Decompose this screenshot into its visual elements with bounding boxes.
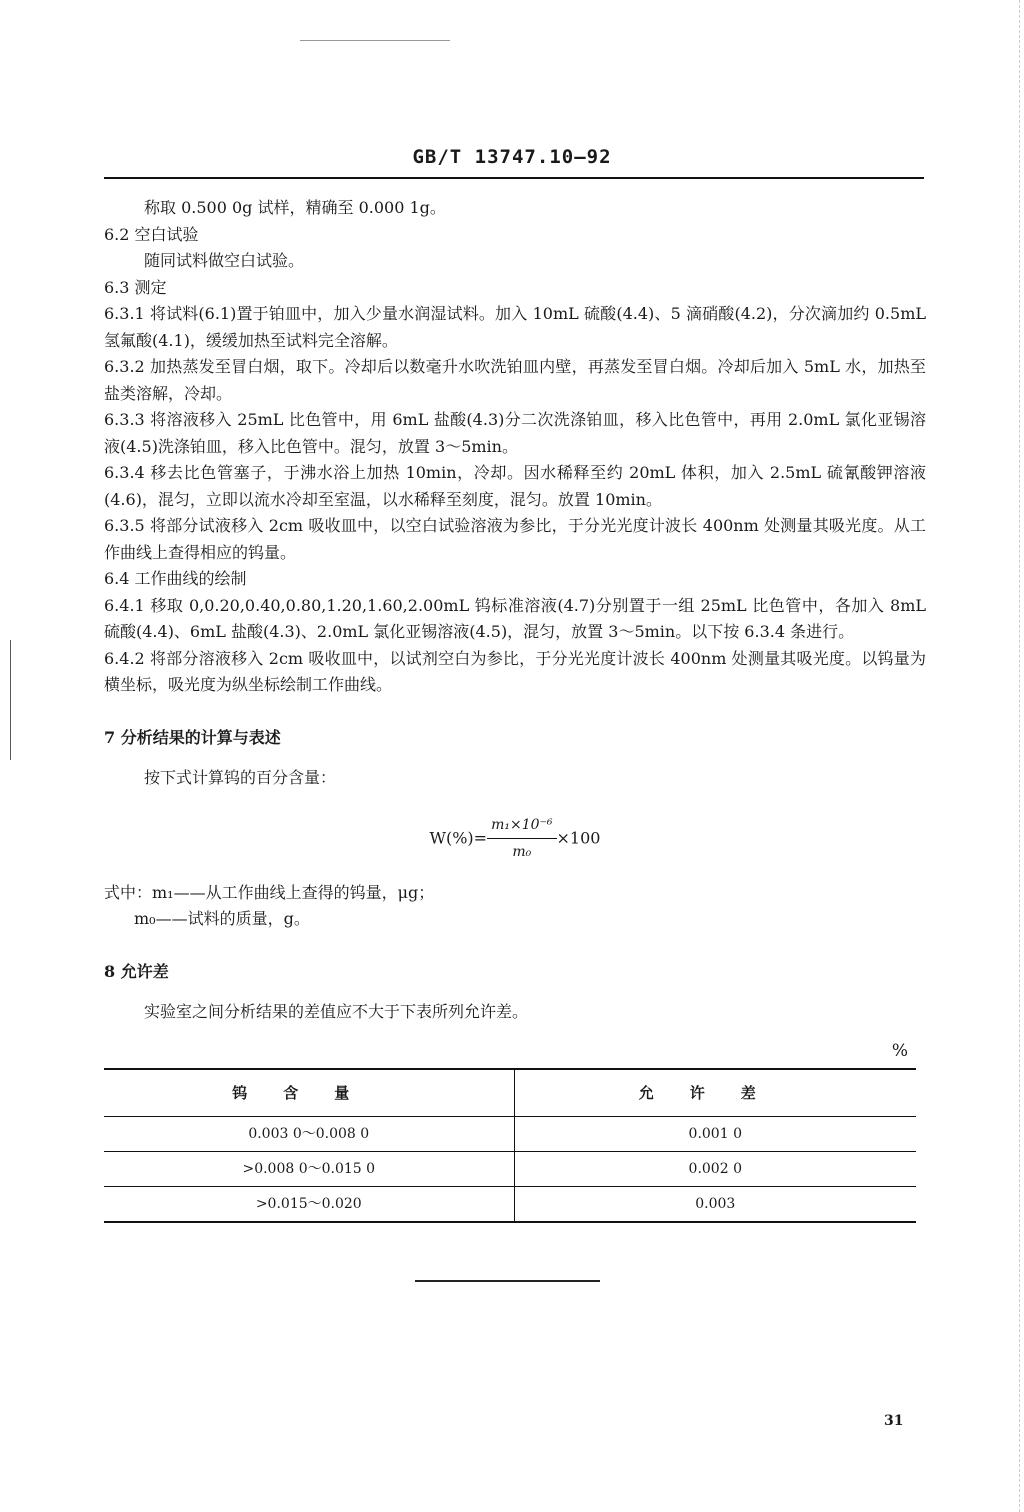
table-header-row xyxy=(104,1069,916,1117)
table-row xyxy=(104,1117,916,1152)
section-6-2-title: 6.2 空白试验 xyxy=(104,224,199,244)
section-8-intro: 实验室之间分析结果的差值应不大于下表所列允许差。 xyxy=(144,1002,529,1021)
section-7-intro: 按下式计算钨的百分含量： xyxy=(144,768,337,787)
table-cell: >0.015～0.020 xyxy=(104,1187,514,1223)
table-cell: 0.002 0 xyxy=(514,1152,916,1187)
section-7-title: 7 分析结果的计算与表述 xyxy=(104,727,281,747)
end-rule xyxy=(415,1280,600,1282)
table-cell: >0.008 0～0.015 0 xyxy=(104,1152,514,1187)
formula-rhs: ×100 xyxy=(556,828,601,847)
table-header-tolerance: 允许差 xyxy=(638,1083,792,1102)
section-6-3-4: 6.3.4 移去比色管塞子，于沸水浴上加热 10min，冷却。因水稀释至约 20mL 体积，加入 2.5mL 硫氰酸钾溶液(4.6)，混匀，立即以流水冷却至室温，以水稀释至刻度，混匀。放置 10min。 xyxy=(104,463,926,509)
table-row xyxy=(104,1187,916,1223)
table-unit: % xyxy=(891,1040,908,1061)
table-cell: 0.001 0 xyxy=(514,1117,916,1152)
section-6-3-1: 6.3.1 将试料(6.1)置于铂皿中，加入少量水润湿试料。加入 10mL 硫酸(4.4)、5 滴硝酸(4.2)，分次滴加约 0.5mL 氢氟酸(4.1)，缓缓加热至试料完全溶解。 xyxy=(104,304,926,350)
section-6-4-2: 6.4.2 将部分溶液移入 2cm 吸收皿中，以试剂空白为参比，于分光光度计波长 400nm 处测量其吸光度。以钨量为横坐标，吸光度为纵坐标绘制工作曲线。 xyxy=(104,648,926,694)
standard-number: GB/T 13747.10—92 xyxy=(412,146,612,168)
table-cell: 0.003 xyxy=(514,1187,916,1223)
formula xyxy=(104,812,926,866)
table-header-tungsten-content: 钨含量 xyxy=(104,1069,514,1117)
tolerance-table xyxy=(104,1068,916,1223)
section-6-3-title: 6.3 测定 xyxy=(104,277,167,297)
section-6-3-2: 6.3.2 加热蒸发至冒白烟，取下。冷却后以数毫升水吹洗铂皿内壁，再蒸发至冒白烟。冷却后加入 5mL 水，加热至盐类溶解，冷却。 xyxy=(104,357,926,403)
header-dash-mark xyxy=(300,40,450,41)
legend-m0: m₀——试料的质量，g。 xyxy=(134,909,310,928)
body-text xyxy=(104,195,926,1223)
section-6-4-title: 6.4 工作曲线的绘制 xyxy=(104,569,247,588)
formula-numerator: m₁×10⁻⁶ xyxy=(487,812,556,840)
scan-edge-line xyxy=(1019,0,1020,1512)
section-6-2-text: 随同试料做空白试验。 xyxy=(144,251,305,270)
weigh-paragraph: 称取 0.500 0g 试样，精确至 0.000 1g。 xyxy=(144,198,446,217)
scan-artifact-line xyxy=(10,640,11,760)
formula-denominator: m₀ xyxy=(512,844,532,860)
page-number: 31 xyxy=(884,1413,904,1429)
formula-lhs: W(%)= xyxy=(429,828,488,847)
formula-fraction xyxy=(487,812,556,866)
table-cell: 0.003 0～0.008 0 xyxy=(104,1117,514,1152)
section-8-title: 8 允许差 xyxy=(104,961,169,981)
legend-m1: 式中：m₁——从工作曲线上查得的钨量，μg； xyxy=(104,882,435,902)
header-rule xyxy=(104,177,924,179)
table-row xyxy=(104,1152,916,1187)
section-6-3-5: 6.3.5 将部分试液移入 2cm 吸收皿中，以空白试验溶液为参比，于分光光度计波长 400nm 处测量其吸光度。从工作曲线上查得相应的钨量。 xyxy=(104,516,926,562)
section-6-3-3: 6.3.3 将溶液移入 25mL 比色管中，用 6mL 盐酸(4.3)分二次洗涤铂皿，移入比色管中，再用 2.0mL 氯化亚锡溶液(4.5)洗涤铂皿，移入比色管中。混匀，放置 3～5min。 xyxy=(104,410,926,456)
section-6-4-1: 6.4.1 移取 0,0.20,0.40,0.80,1.20,1.60,2.00mL 钨标准溶液(4.7)分别置于一组 25mL 比色管中，各加入 8mL 硫酸(4.4)、6mL 盐酸(4.3)、2.0mL 氯化亚锡溶液(4.5)，混匀，放置 3～5min。以下按 6.3.4 条进行。 xyxy=(104,595,926,641)
